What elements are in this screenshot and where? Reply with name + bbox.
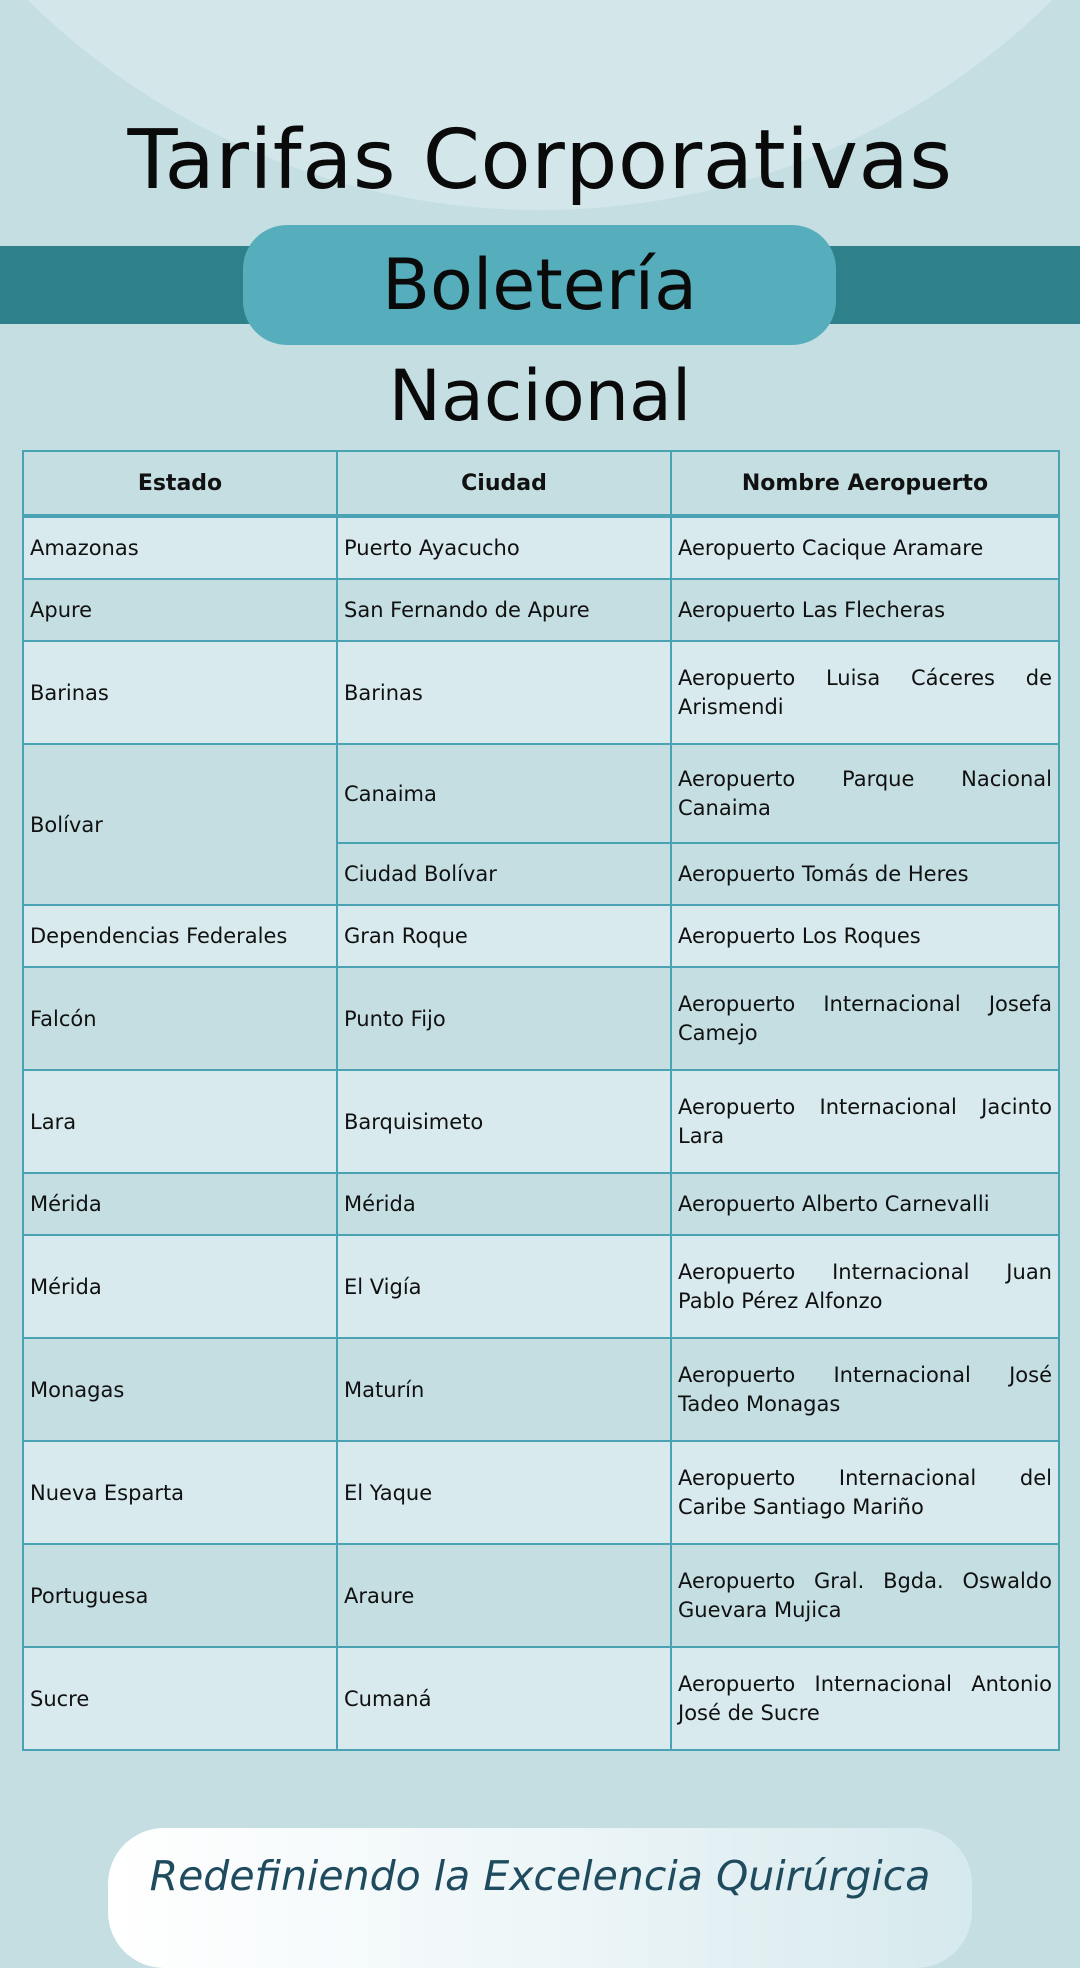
footer-banner	[108, 1828, 972, 1968]
cell-aeropuerto: Aeropuerto Internacional Josefa Camejo	[671, 967, 1059, 1070]
column-header-aeropuerto: Nombre Aeropuerto	[671, 451, 1059, 516]
cell-aeropuerto: Aeropuerto Las Flecheras	[671, 579, 1059, 641]
table-row	[23, 1544, 1059, 1647]
cell-ciudad: Canaima	[337, 744, 671, 843]
cell-estado: Apure	[23, 579, 337, 641]
cell-estado: Portuguesa	[23, 1544, 337, 1647]
cell-ciudad: Maturín	[337, 1338, 671, 1441]
section-pill: Boletería	[243, 225, 836, 345]
cell-ciudad: Ciudad Bolívar	[337, 843, 671, 905]
cell-ciudad: Puerto Ayacucho	[337, 516, 671, 579]
cell-ciudad: Barinas	[337, 641, 671, 744]
table-row	[23, 641, 1059, 744]
table-row	[23, 1235, 1059, 1338]
cell-aeropuerto: Aeropuerto Internacional del Caribe Santiago Mariño	[671, 1441, 1059, 1544]
cell-estado: Nueva Esparta	[23, 1441, 337, 1544]
cell-aeropuerto: Aeropuerto Internacional Juan Pablo Pérez Alfonzo	[671, 1235, 1059, 1338]
cell-ciudad: Punto Fijo	[337, 967, 671, 1070]
cell-aeropuerto: Aeropuerto Luisa Cáceres de Arismendi	[671, 641, 1059, 744]
cell-estado: Mérida	[23, 1173, 337, 1235]
cell-estado: Mérida	[23, 1235, 337, 1338]
cell-ciudad: Cumaná	[337, 1647, 671, 1750]
cell-aeropuerto: Aeropuerto Internacional José Tadeo Monagas	[671, 1338, 1059, 1441]
cell-estado: Lara	[23, 1070, 337, 1173]
cell-estado: Bolívar	[23, 744, 337, 905]
table-row	[23, 967, 1059, 1070]
footer-tagline: Redefiniendo la Excelencia Quirúrgica	[149, 1852, 931, 1900]
table-row	[23, 1647, 1059, 1750]
column-header-ciudad: Ciudad	[337, 451, 671, 516]
cell-ciudad: San Fernando de Apure	[337, 579, 671, 641]
cell-ciudad: Araure	[337, 1544, 671, 1647]
cell-aeropuerto: Aeropuerto Alberto Carnevalli	[671, 1173, 1059, 1235]
table-row	[23, 1338, 1059, 1441]
table-row	[23, 1070, 1059, 1173]
cell-ciudad: Barquisimeto	[337, 1070, 671, 1173]
column-header-estado: Estado	[23, 451, 337, 516]
table-row	[23, 1441, 1059, 1544]
table-header-row	[23, 451, 1059, 516]
cell-estado: Barinas	[23, 641, 337, 744]
cell-ciudad: El Vigía	[337, 1235, 671, 1338]
cell-estado: Monagas	[23, 1338, 337, 1441]
cell-aeropuerto: Aeropuerto Internacional Antonio José de Sucre	[671, 1647, 1059, 1750]
table-row	[23, 1173, 1059, 1235]
cell-aeropuerto: Aeropuerto Internacional Jacinto Lara	[671, 1070, 1059, 1173]
cell-ciudad: El Yaque	[337, 1441, 671, 1544]
cell-aeropuerto: Aeropuerto Cacique Aramare	[671, 516, 1059, 579]
table-row	[23, 905, 1059, 967]
cell-ciudad: Gran Roque	[337, 905, 671, 967]
cell-estado: Sucre	[23, 1647, 337, 1750]
airports-table	[22, 450, 1060, 1751]
cell-aeropuerto: Aeropuerto Tomás de Heres	[671, 843, 1059, 905]
cell-ciudad: Mérida	[337, 1173, 671, 1235]
table-row	[23, 579, 1059, 641]
cell-aeropuerto: Aeropuerto Gral. Bgda. Oswaldo Guevara Mujica	[671, 1544, 1059, 1647]
cell-estado: Falcón	[23, 967, 337, 1070]
page-title: Tarifas Corporativas	[127, 112, 953, 208]
cell-estado: Dependencias Federales	[23, 905, 337, 967]
table-row	[23, 744, 1059, 843]
cell-aeropuerto: Aeropuerto Parque Nacional Canaima	[671, 744, 1059, 843]
cell-aeropuerto: Aeropuerto Los Roques	[671, 905, 1059, 967]
table-row	[23, 516, 1059, 579]
section-subtitle: Nacional	[388, 355, 692, 437]
cell-estado: Amazonas	[23, 516, 337, 579]
